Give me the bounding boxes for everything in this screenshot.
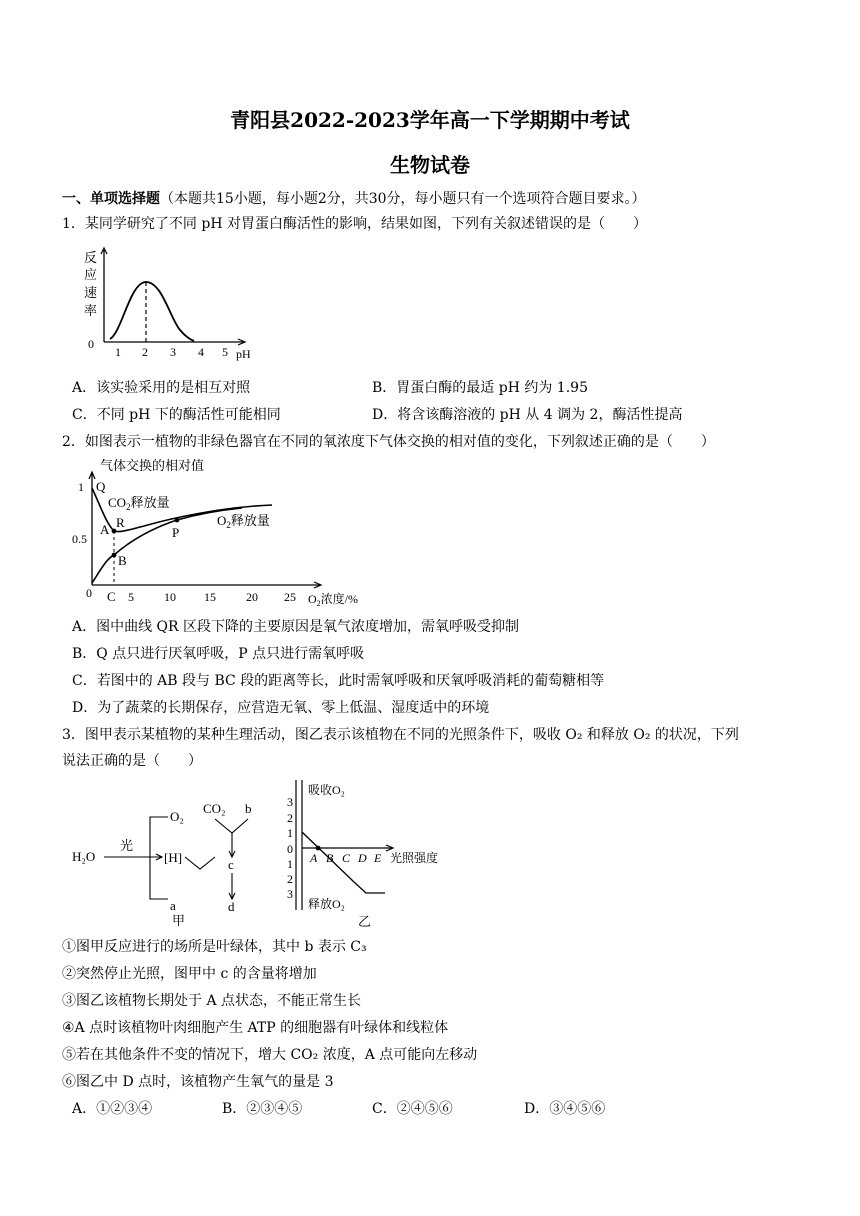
- q2-o2-curve-label: $O_2$释放量: [217, 513, 270, 530]
- q3-statement-6: ⑥图乙中 D 点时，该植物产生氧气的量是 3: [62, 1074, 334, 1090]
- q3-yi-point-c: C: [342, 851, 351, 865]
- q3-jia-h: [H]: [164, 850, 183, 865]
- q3-jia-c: c: [228, 857, 234, 872]
- q2-point-r-label: R: [116, 515, 125, 530]
- q3-jia-d: d: [228, 899, 235, 914]
- q3-yi-point-b: B: [326, 851, 334, 865]
- q2-option-b: B．Q 点只进行厌氧呼吸，P 点只进行需氧呼吸: [72, 646, 365, 662]
- q2-xtick-20: 20: [246, 590, 258, 604]
- q1-xtick-1: 1: [115, 345, 121, 359]
- q2-point-b-label: B: [118, 553, 127, 568]
- q3-yi-ytick-neg3: 3: [287, 887, 293, 901]
- q3-statement-3: ③图乙该植物长期处于 A 点状态，不能正常生长: [62, 993, 362, 1009]
- q3-stem-line1: 3．图甲表示某植物的某种生理活动，图乙表示该植物在不同的光照条件下，吸收 O₂ 和释放 O₂ 的状况，下列: [62, 727, 739, 743]
- q3-yi-ytick-pos3: 3: [287, 795, 293, 809]
- q2-point-p-dot: [175, 518, 180, 523]
- q1-xtick-3: 3: [170, 345, 176, 359]
- q1-option-a: A．该实验采用的是相互对照: [72, 380, 251, 396]
- q3-statement-4: ④A 点时该植物叶肉细胞产生 ATP 的细胞器有叶绿体和线粒体: [62, 1020, 449, 1036]
- q3-statement-5: ⑤若在其他条件不变的情况下，增大 CO₂ 浓度，A 点可能向左移动: [62, 1047, 478, 1063]
- q2-option-d: D．为了蔬菜的长期保存，应营造无氧、零上低温、湿度适中的环境: [72, 700, 490, 716]
- q3-statement-2: ②突然停止光照，图甲中 c 的含量将增加: [62, 966, 317, 982]
- q3-figure-yi: [282, 776, 462, 930]
- q3-option-a: A．①②③④: [72, 1101, 153, 1117]
- q3-yi-bottom-label: 释放O₂: [308, 897, 345, 911]
- q3-yi-point-e: E: [374, 851, 382, 865]
- q2-point-p-label: P: [172, 525, 180, 540]
- q3-jia-co2: CO₂: [203, 801, 226, 816]
- q2-gas-exchange-chart: [72, 455, 382, 610]
- q1-ph-chart: [72, 244, 272, 364]
- q1-xtick-5: 5: [222, 345, 228, 359]
- q3-option-d: D．③④⑤⑥: [524, 1101, 606, 1117]
- q3-yi-ytick-neg2: 2: [287, 872, 293, 886]
- q3-yi-ytick-pos1: 1: [287, 826, 293, 840]
- q3-yi-point-d: D: [358, 851, 367, 865]
- q2-ytick-1: 1: [78, 480, 84, 494]
- q3-figure-jia: [70, 795, 280, 927]
- q2-point-b-dot: [112, 553, 117, 558]
- q3-yi-top-label: 吸收O₂: [308, 783, 345, 797]
- q3-yi-ytick-0: 0: [287, 842, 293, 856]
- q2-ylabel: 气体交换的相对值: [100, 458, 205, 473]
- q1-ylabel-char-3: 速: [84, 285, 98, 300]
- q2-xtick-25: 25: [284, 590, 296, 604]
- q1-option-b: B．胃蛋白酶的最适 pH 约为 1.95: [372, 380, 588, 396]
- paper-title: 青阳县2022-2023学年高一下学期期中考试: [230, 108, 630, 132]
- q3-stem-line2: 说法正确的是（ ）: [62, 753, 202, 769]
- q2-xtick-10: 10: [164, 590, 176, 604]
- q3-option-c: C．②④⑤⑥: [372, 1101, 453, 1117]
- q3-jia-light: 光: [120, 838, 134, 853]
- q3-yi-caption: 乙: [358, 914, 372, 929]
- q1-ylabel-char-1: 反: [84, 250, 98, 265]
- q2-option-a: A．图中曲线 QR 区段下降的主要原因是氧气浓度增加，需氧呼吸受抑制: [72, 619, 520, 635]
- q3-jia-h-join: [185, 857, 215, 869]
- q1-option-d: D．将含该酶溶液的 pH 从 4 调为 2，酶活性提高: [372, 407, 683, 423]
- q2-point-q-label: Q: [96, 479, 106, 494]
- section-note: （本题共15小题，每小题2分，共30分，每小题只有一个选项符合题目要求。）: [160, 191, 646, 207]
- q3-yi-xlabel: 光照强度: [390, 851, 439, 865]
- q3-option-b: B．②③④⑤: [222, 1101, 303, 1117]
- q2-point-c-label: C: [107, 589, 116, 604]
- q2-ytick-0: 0: [86, 586, 92, 600]
- q2-xtick-15: 15: [204, 590, 216, 604]
- q1-stem: 1．某同学研究了不同 pH 对胃蛋白酶活性的影响，结果如图，下列有关叙述错误的是（ ）: [62, 216, 647, 232]
- q2-xtick-5: 5: [128, 590, 134, 604]
- q1-ylabel-char-2: 应: [84, 267, 98, 282]
- q1-xtick-4: 4: [198, 345, 204, 359]
- q1-activity-curve: [110, 282, 194, 341]
- q3-statement-1: ①图甲反应进行的场所是叶绿体，其中 b 表示 C₃: [62, 939, 367, 955]
- paper-subtitle: 生物试卷: [390, 153, 470, 177]
- q2-option-c: C．若图中的 AB 段与 BC 段的距离等长，此时需氧呼吸和厌氧呼吸消耗的葡萄糖相等: [72, 673, 605, 689]
- q1-xtick-2: 2: [142, 345, 148, 359]
- q3-yi-point-a-dot: [316, 846, 321, 851]
- section-title: 一、单项选择题: [62, 191, 160, 207]
- q3-jia-o2: O₂: [170, 809, 184, 824]
- q2-co2-curve-label: $CO_2$释放量: [108, 495, 170, 512]
- q3-yi-ytick-neg1: 1: [287, 857, 293, 871]
- q3-jia-b: b: [245, 801, 252, 816]
- q1-option-c: C．不同 pH 下的酶活性可能相同: [72, 407, 281, 423]
- q3-jia-h2o: H₂O: [72, 849, 96, 864]
- q3-jia-a: a: [170, 898, 176, 913]
- section-heading: [62, 190, 646, 208]
- q3-jia-co2-join: [215, 819, 248, 833]
- q2-ytick-05: 0.5: [72, 532, 87, 546]
- q2-stem: 2．如图表示一植物的非绿色器官在不同的氧浓度下气体交换的相对值的变化，下列叙述正确的是（ ）: [62, 434, 715, 450]
- q1-xlabel: pH: [236, 347, 251, 361]
- q3-jia-caption: 甲: [172, 913, 186, 927]
- q3-yi-ytick-pos2: 2: [287, 811, 293, 825]
- q2-xlabel: $O_2$浓度/%: [308, 592, 359, 608]
- q2-point-a-label: A: [100, 522, 110, 537]
- q3-yi-point-a: A: [310, 851, 318, 865]
- q1-origin-label: 0: [88, 337, 94, 351]
- q1-ylabel-char-4: 率: [84, 303, 98, 318]
